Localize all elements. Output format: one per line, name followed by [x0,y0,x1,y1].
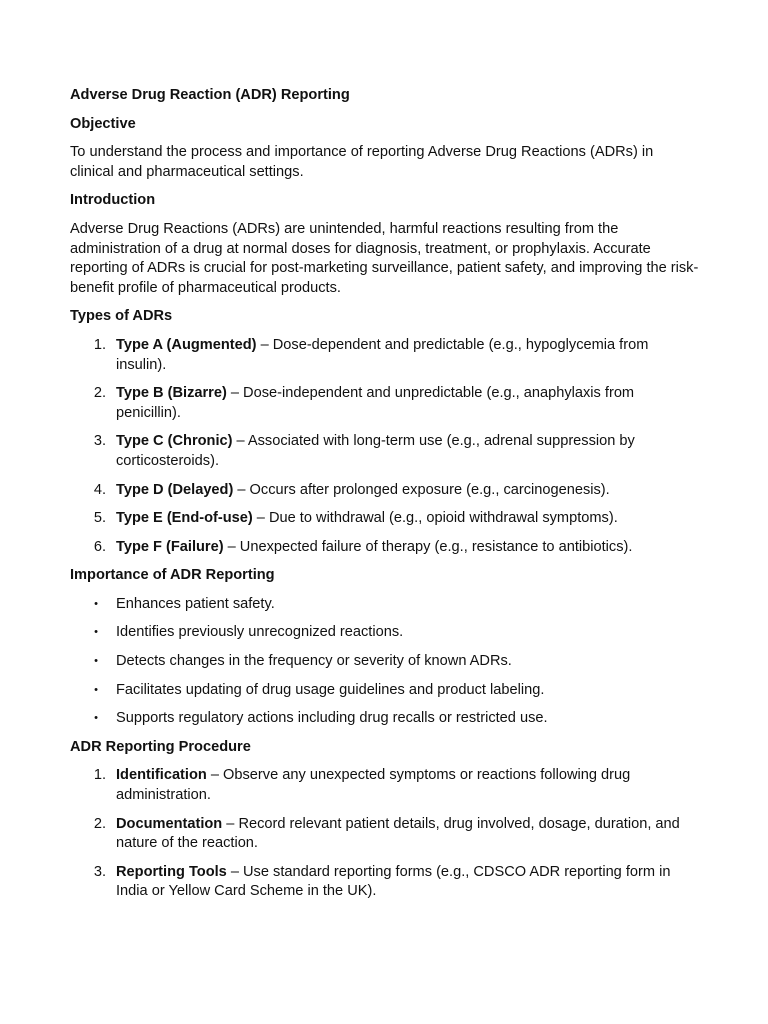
item-description: – Observe any unexpected symptoms or reactions following drug administration. [116,767,631,804]
types-list-item [70,336,700,375]
objective-heading: Objective [70,115,136,132]
document-title: Adverse Drug Reaction (ADR) Reporting [70,87,350,103]
item-term: Type F (Failure) [116,538,224,555]
item-term: Type A (Augmented) [116,336,257,353]
types-list-item [70,509,700,529]
item-term: Type D (Delayed) [116,481,234,498]
procedure-heading: ADR Reporting Procedure [70,738,251,755]
item-term: Type C (Chronic) [116,433,233,450]
list-number: 2. [93,385,106,402]
item-description: – Dose-dependent and predictable (e.g., hypoglycemia from insulin). [116,336,649,373]
bullet-icon: • [94,655,98,668]
importance-list-item [70,652,700,672]
item-description: – Associated with long-term use (e.g., adrenal suppression by corticosteroids). [116,433,635,469]
item-term: Reporting Tools [116,863,227,880]
procedure-list [70,766,700,902]
types-list-item [70,432,700,471]
types-list [70,336,700,557]
importance-heading: Importance of ADR Reporting [70,567,275,584]
item-description: – Record relevant patient details, drug involved, dosage, duration, and nature of the reaction. [116,815,680,852]
procedure-list-item [70,863,700,902]
item-description: – Due to withdrawal (e.g., opioid withdrawal symptoms). [252,510,618,527]
types-heading: Types of ADRs [70,308,173,325]
item-term: Identification [116,767,207,784]
item-description: – Unexpected failure of therapy (e.g., resistance to antibiotics). [223,538,633,555]
procedure-list-item [70,766,700,805]
item-text: Supports regulatory actions including drug recalls or restricted use. [116,710,548,727]
item-description: – Use standard reporting forms (e.g., CDSCO ADR reporting form in India or Yellow Card Scheme in the UK). [116,863,671,900]
list-number: 2. [93,815,106,832]
list-number: 5. [93,510,106,527]
item-description: – Occurs after prolonged exposure (e.g., carcinogenesis). [233,481,610,498]
list-number: 6. [93,538,106,555]
list-number: 4. [93,481,106,498]
importance-list-item [70,681,700,701]
item-term: Type E (End-of-use) [116,510,253,527]
objective-text: To understand the process and importance of reporting Adverse Drug Reactions (ADRs) in clinical and pharmaceutical settings. [70,144,654,180]
item-text: Enhances patient safety. [116,595,275,612]
item-text: Detects changes in the frequency or severity of known ADRs. [116,653,512,670]
types-list-item [70,384,700,423]
item-description: – Dose-independent and unpredictable (e.g., anaphylaxis from penicillin). [116,385,635,421]
introduction-text: Adverse Drug Reactions (ADRs) are unintended, harmful reactions resulting from the administration of a drug at normal doses for diagnosis, treatment, or prophylaxis. Accurate reporting of ADRs is crucial for post-marketing surveillance, patient safety, and improving the risk-benefit profile of pharmaceutical products. [70,220,699,296]
importance-list-item [70,709,700,729]
introduction-heading: Introduction [70,192,156,209]
importance-list-item [70,595,700,615]
bullet-icon: • [94,597,98,610]
item-text: Facilitates updating of drug usage guidelines and product labeling. [116,681,545,698]
list-number: 3. [93,863,106,880]
list-number: 1. [93,767,106,784]
types-list-item [70,481,700,501]
bullet-icon: • [94,626,98,639]
bullet-icon: • [94,683,98,696]
importance-list-item [70,623,700,643]
item-term: Type B (Bizarre) [116,385,227,402]
list-number: 3. [93,433,106,450]
importance-list [70,595,700,729]
item-term: Documentation [116,815,223,832]
list-number: 1. [93,336,106,353]
types-list-item [70,538,700,558]
bullet-icon: • [94,712,98,725]
item-text: Identifies previously unrecognized reactions. [116,624,404,641]
procedure-list-item [70,815,700,854]
document-page [70,86,700,911]
